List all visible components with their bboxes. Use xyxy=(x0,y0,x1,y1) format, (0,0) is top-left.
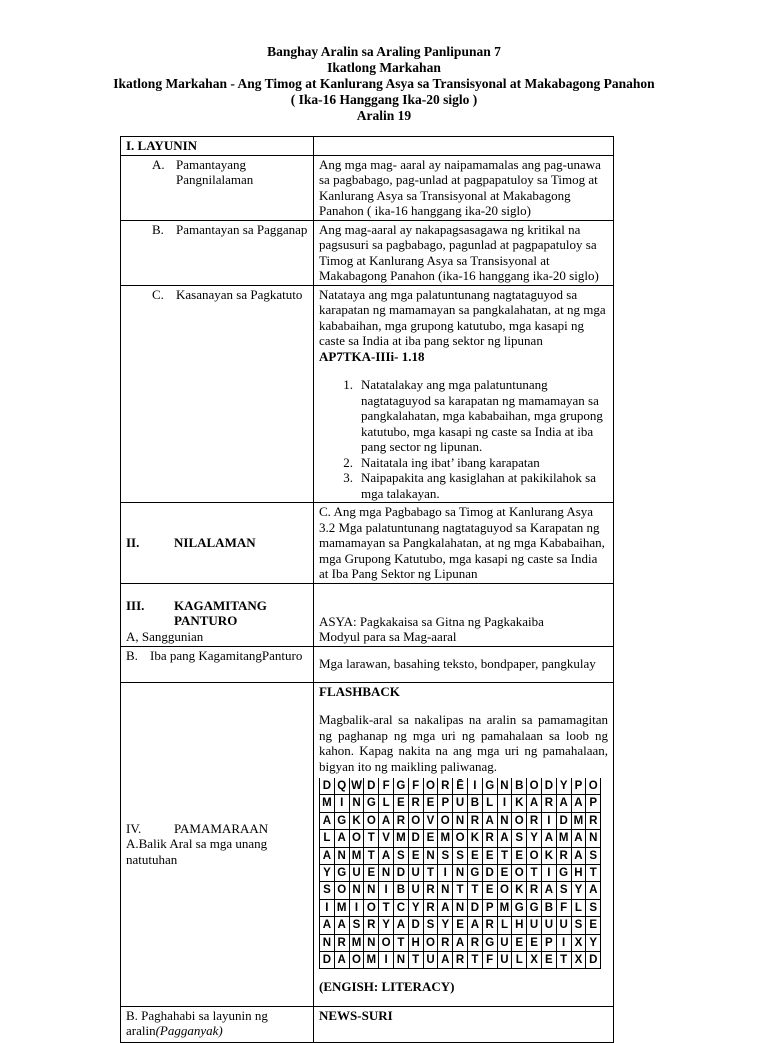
grid-letter: H xyxy=(571,864,586,881)
grid-letter: U xyxy=(453,795,468,812)
grid-letter: A xyxy=(334,917,349,934)
grid-letter: N xyxy=(320,934,335,951)
grid-letter: O xyxy=(364,899,379,916)
grid-letter: K xyxy=(467,830,482,847)
grid-letter: L xyxy=(512,951,527,968)
grid-letter: L xyxy=(379,795,394,812)
grid-letter: M xyxy=(393,830,408,847)
grid-letter: A xyxy=(379,847,394,864)
grid-letter: Y xyxy=(408,899,423,916)
grid-letter: C xyxy=(393,899,408,916)
grid-letter: N xyxy=(349,882,364,899)
grid-letter: E xyxy=(497,864,512,881)
table-row xyxy=(121,155,614,220)
grid-letter: E xyxy=(512,847,527,864)
table-row xyxy=(121,137,614,156)
grid-letter: T xyxy=(364,847,379,864)
grid-letter: D xyxy=(393,864,408,881)
grid-letter: O xyxy=(527,847,542,864)
grid-letter: A xyxy=(571,847,586,864)
grid-letter: S xyxy=(423,917,438,934)
grid-letter: O xyxy=(497,882,512,899)
grid-letter: N xyxy=(364,934,379,951)
grid-letter: X xyxy=(571,934,586,951)
nilalaman-text: C. Ang mga Pagbabago sa Timog at Kanlurang Asya 3.2 Mga palatuntunang nagtataguyod sa Karapatan ng mamamayan sa Pangkalahatan, at ng mga Kababaihan, mga Grupong Katutubo, mga kasapi ng caste sa India at Iba Pang Sektor ng Lipunan xyxy=(314,503,614,584)
grid-letter: A xyxy=(379,812,394,829)
grid-letter: O xyxy=(423,778,438,795)
grid-letter: T xyxy=(408,951,423,968)
grid-letter: A xyxy=(334,830,349,847)
grid-letter: M xyxy=(334,899,349,916)
grid-letter: M xyxy=(364,951,379,968)
grid-letter: D xyxy=(556,812,571,829)
flashback-heading: FLASHBACK xyxy=(319,683,400,699)
grid-letter: R xyxy=(467,934,482,951)
grid-letter: S xyxy=(512,830,527,847)
grid-letter: X xyxy=(571,951,586,968)
grid-letter: G xyxy=(364,795,379,812)
grid-letter: G xyxy=(556,864,571,881)
grid-letter: T xyxy=(423,864,438,881)
grid-letter: R xyxy=(334,934,349,951)
grid-letter: O xyxy=(512,812,527,829)
grid-letter: E xyxy=(423,795,438,812)
grid-row xyxy=(320,847,601,864)
grid-letter: U xyxy=(556,917,571,934)
grid-letter: O xyxy=(453,830,468,847)
kagamitan-label: III. KAGAMITANG PANTURO xyxy=(126,597,267,628)
header-century: ( Ika-16 Hanggang Ika-20 siglo ) xyxy=(290,92,478,107)
table-row xyxy=(121,503,614,584)
grid-letter: O xyxy=(423,934,438,951)
table-row xyxy=(121,646,614,682)
header-lesson: Aralin 19 xyxy=(356,108,412,123)
grid-letter: D xyxy=(482,864,497,881)
grid-letter: A xyxy=(571,795,586,812)
grid-letter: N xyxy=(586,830,601,847)
grid-letter: M xyxy=(320,795,335,812)
grid-letter: R xyxy=(438,778,453,795)
grid-letter: M xyxy=(438,830,453,847)
grid-letter: U xyxy=(408,864,423,881)
grid-letter: A xyxy=(527,795,542,812)
grid-letter: N xyxy=(393,951,408,968)
grid-letter: D xyxy=(320,778,335,795)
table-row xyxy=(121,220,614,285)
paghahabi-label: B. Paghahabi sa layunin ng aralin(Pagganyak) xyxy=(126,1007,268,1039)
grid-letter: I xyxy=(541,864,556,881)
grid-row xyxy=(320,795,601,812)
grid-letter: R xyxy=(364,917,379,934)
grid-letter: S xyxy=(571,917,586,934)
grid-row xyxy=(320,882,601,899)
pamantayang-pangnilalaman-text: Ang mga mag- aaral ay naipamamalas ang pag-unawa sa pagbabago, pag-unlad at pagpapatuloy sa Timog at Kanlurang Asya sa Transisyonal at Makabagong Panahon ( ika-16 hanggang ika-20 siglo) xyxy=(314,155,614,220)
grid-letter: N xyxy=(497,778,512,795)
grid-letter: I xyxy=(556,934,571,951)
grid-letter: T xyxy=(467,951,482,968)
grid-letter: T xyxy=(393,934,408,951)
grid-letter: E xyxy=(586,917,601,934)
grid-letter: A xyxy=(320,847,335,864)
table-row xyxy=(121,1006,614,1042)
grid-letter: U xyxy=(541,917,556,934)
grid-letter: E xyxy=(482,847,497,864)
news-suri-text: NEWS-SURI xyxy=(314,1006,614,1042)
grid-letter: P xyxy=(586,795,601,812)
grid-letter: Y xyxy=(320,864,335,881)
grid-letter: R xyxy=(541,795,556,812)
grid-letter: M xyxy=(556,830,571,847)
grid-letter: A xyxy=(438,899,453,916)
grid-letter: G xyxy=(467,864,482,881)
pamantayang-pangnilalaman-label: A. Pamantayang Pangnilalaman xyxy=(152,156,254,187)
grid-letter: H xyxy=(408,934,423,951)
objective-item: 1. Natatalakay ang mga palatuntunang nagtataguyod sa karapatan ng mamamayan sa pangkalahatan, mga kababaihan, mga grupong katutubo, mga kasapi ng caste sa India at iba pang sector ng lipunan. xyxy=(343,377,603,454)
grid-letter: U xyxy=(423,951,438,968)
grid-letter: T xyxy=(556,951,571,968)
grid-letter: Ē xyxy=(453,778,468,795)
grid-letter: E xyxy=(408,847,423,864)
grid-letter: N xyxy=(364,882,379,899)
grid-letter: R xyxy=(423,882,438,899)
grid-letter: A xyxy=(586,882,601,899)
grid-letter: T xyxy=(527,864,542,881)
grid-letter: U xyxy=(349,864,364,881)
grid-letter: A xyxy=(320,812,335,829)
pamantayan-sa-pagganap-text: Ang mag-aaral ay nakapagsasagawa ng kritikal na pagsusuri sa pagbabago, pagunlad at pagpapatuloy sa Timog at Kanlurang Asya sa Transisyonal at Makabagong Panahon (ika-16 hanggang ika-20 siglo) xyxy=(314,220,614,285)
grid-letter: G xyxy=(482,934,497,951)
sanggunian-text-1: ASYA: Pagkakaisa sa Gitna ng Pagkakaiba xyxy=(319,613,544,629)
grid-letter: S xyxy=(438,847,453,864)
grid-letter: G xyxy=(482,778,497,795)
grid-row xyxy=(320,934,601,951)
grid-letter: R xyxy=(423,899,438,916)
grid-letter: P xyxy=(571,778,586,795)
grid-letter: Y xyxy=(586,934,601,951)
grid-letter: Y xyxy=(556,778,571,795)
grid-letter: S xyxy=(320,882,335,899)
grid-letter: Y xyxy=(438,917,453,934)
grid-letter: I xyxy=(467,778,482,795)
grid-letter: T xyxy=(364,830,379,847)
grid-letter: I xyxy=(349,899,364,916)
grid-letter: U xyxy=(497,951,512,968)
grid-letter: U xyxy=(408,882,423,899)
header-topic: Ikatlong Markahan - Ang Timog at Kanlurang Asya sa Transisyonal at Makabagong Panahon xyxy=(113,76,655,91)
grid-letter: A xyxy=(541,830,556,847)
grid-letter: B xyxy=(512,778,527,795)
grid-letter: O xyxy=(364,812,379,829)
grid-row xyxy=(320,899,601,916)
grid-letter: S xyxy=(556,882,571,899)
grid-letter: D xyxy=(541,778,556,795)
grid-row xyxy=(320,951,601,968)
grid-letter: D xyxy=(320,951,335,968)
grid-letter: Y xyxy=(571,882,586,899)
grid-letter: R xyxy=(527,812,542,829)
grid-letter: L xyxy=(571,899,586,916)
iba-pang-kagamitan-label: B. Iba pang KagamitangPanturo xyxy=(126,647,303,663)
grid-letter: O xyxy=(349,951,364,968)
grid-letter: E xyxy=(453,917,468,934)
grid-letter: L xyxy=(320,830,335,847)
grid-letter: H xyxy=(512,917,527,934)
grid-letter: N xyxy=(438,882,453,899)
grid-letter: S xyxy=(453,847,468,864)
document-header xyxy=(0,44,768,124)
objective-item: 2. Naitatala ing ibat’ ibang karapatan xyxy=(343,454,540,470)
table-row xyxy=(121,583,614,646)
grid-letter: U xyxy=(527,917,542,934)
literacy-note: (ENGISH: LITERACY) xyxy=(319,979,455,995)
grid-letter: R xyxy=(482,917,497,934)
pamamaraan-label: IV. PAMAMARAAN xyxy=(126,820,269,836)
grid-letter: I xyxy=(379,882,394,899)
grid-letter: S xyxy=(349,917,364,934)
word-search-grid xyxy=(319,778,601,969)
grid-letter: B xyxy=(393,882,408,899)
grid-letter: M xyxy=(349,934,364,951)
grid-letter: I xyxy=(320,899,335,916)
grid-row xyxy=(320,830,601,847)
grid-letter: D xyxy=(586,951,601,968)
grid-letter: K xyxy=(541,847,556,864)
grid-letter: N xyxy=(453,864,468,881)
grid-letter: U xyxy=(497,934,512,951)
nilalaman-label: II. NILALAMAN xyxy=(126,535,256,550)
empty-cell xyxy=(314,137,614,156)
grid-letter: R xyxy=(556,847,571,864)
grid-letter: O xyxy=(512,864,527,881)
sanggunian-label: A, Sanggunian xyxy=(126,628,204,644)
grid-letter: O xyxy=(438,812,453,829)
grid-letter: T xyxy=(497,847,512,864)
grid-letter: P xyxy=(482,899,497,916)
grid-letter: O xyxy=(527,778,542,795)
header-title: Banghay Aralin sa Araling Panlipunan 7 xyxy=(267,44,501,59)
grid-row xyxy=(320,812,601,829)
grid-letter: E xyxy=(527,934,542,951)
objective-item: 3. Naipapakita ang kasiglahan at pakikilahok sa mga talakayan. xyxy=(343,470,597,501)
grid-letter: R xyxy=(482,830,497,847)
grid-letter: N xyxy=(453,812,468,829)
grid-letter: R xyxy=(408,795,423,812)
grid-letter: A xyxy=(438,951,453,968)
grid-letter: A xyxy=(320,917,335,934)
grid-row xyxy=(320,917,601,934)
grid-letter: Y xyxy=(379,917,394,934)
grid-letter: R xyxy=(393,812,408,829)
header-quarter: Ikatlong Markahan xyxy=(327,60,441,75)
grid-letter: S xyxy=(586,899,601,916)
grid-letter: T xyxy=(379,899,394,916)
grid-letter: P xyxy=(438,795,453,812)
competency-code: AP7TKA-IIIi- 1.18 xyxy=(319,348,425,364)
grid-letter: O xyxy=(349,830,364,847)
grid-letter: G xyxy=(512,899,527,916)
grid-letter: A xyxy=(467,917,482,934)
grid-letter: Q xyxy=(334,778,349,795)
grid-letter: V xyxy=(379,830,394,847)
grid-letter: L xyxy=(482,795,497,812)
grid-letter: D xyxy=(408,917,423,934)
grid-letter: B xyxy=(541,899,556,916)
kasanayan-text: Natataya ang mga palatuntunang nagtataguyod sa karapatan ng mamamayan sa pangkalahatan, at ng mga kababaihan, mga grupong katutubo, mga kasapi ng caste sa India at iba pang sektor ng lipunan xyxy=(319,286,606,348)
sanggunian-text-2: Modyul para sa Mag-aaral xyxy=(319,629,457,644)
grid-letter: V xyxy=(423,812,438,829)
balik-aral-label: A.Balik Aral sa mga unang natutuhan xyxy=(126,836,268,867)
grid-letter: A xyxy=(571,830,586,847)
grid-letter: A xyxy=(393,917,408,934)
grid-letter: D xyxy=(467,899,482,916)
grid-letter: R xyxy=(453,951,468,968)
grid-letter: Y xyxy=(527,830,542,847)
grid-letter: A xyxy=(453,934,468,951)
grid-letter: M xyxy=(571,812,586,829)
grid-letter: E xyxy=(467,847,482,864)
grid-letter: N xyxy=(453,899,468,916)
grid-letter: S xyxy=(586,847,601,864)
grid-letter: R xyxy=(467,812,482,829)
lesson-plan-table xyxy=(120,136,614,1043)
grid-letter: O xyxy=(334,882,349,899)
grid-letter: A xyxy=(497,830,512,847)
grid-letter: D xyxy=(408,830,423,847)
grid-letter: N xyxy=(334,847,349,864)
grid-letter: O xyxy=(379,934,394,951)
grid-row xyxy=(320,864,601,881)
grid-letter: M xyxy=(497,899,512,916)
grid-letter: M xyxy=(349,847,364,864)
grid-letter: R xyxy=(527,882,542,899)
grid-letter: N xyxy=(497,812,512,829)
grid-letter: E xyxy=(512,934,527,951)
grid-letter: E xyxy=(482,882,497,899)
grid-letter: A xyxy=(334,951,349,968)
grid-letter: N xyxy=(349,795,364,812)
grid-letter: F xyxy=(482,951,497,968)
grid-letter: N xyxy=(423,847,438,864)
grid-letter: N xyxy=(379,864,394,881)
grid-letter: K xyxy=(512,882,527,899)
table-row xyxy=(121,285,614,503)
kasanayan-sa-pagkatuto-label: C. Kasanayan sa Pagkatuto xyxy=(152,286,303,302)
grid-letter: G xyxy=(393,778,408,795)
grid-letter: E xyxy=(393,795,408,812)
grid-letter: T xyxy=(467,882,482,899)
grid-letter: B xyxy=(467,795,482,812)
grid-letter: S xyxy=(393,847,408,864)
grid-letter: O xyxy=(586,778,601,795)
grid-letter: D xyxy=(364,778,379,795)
grid-letter: R xyxy=(586,812,601,829)
grid-letter: G xyxy=(334,864,349,881)
grid-letter: O xyxy=(408,812,423,829)
table-row xyxy=(121,682,614,1006)
grid-letter: X xyxy=(527,951,542,968)
grid-letter: K xyxy=(512,795,527,812)
grid-letter: F xyxy=(408,778,423,795)
grid-letter: I xyxy=(438,864,453,881)
grid-letter: R xyxy=(438,934,453,951)
grid-letter: E xyxy=(364,864,379,881)
grid-letter: E xyxy=(423,830,438,847)
grid-letter: I xyxy=(379,951,394,968)
pamantayan-sa-pagganap-label: B. Pamantayan sa Pagganap xyxy=(152,221,308,237)
grid-letter: L xyxy=(497,917,512,934)
grid-letter: F xyxy=(556,899,571,916)
grid-letter: I xyxy=(497,795,512,812)
iba-pang-kagamitan-text: Mga larawan, basahing teksto, bondpaper, pangkulay xyxy=(314,646,614,682)
grid-letter: T xyxy=(453,882,468,899)
grid-letter: F xyxy=(379,778,394,795)
grid-letter: W xyxy=(349,778,364,795)
grid-letter: E xyxy=(541,951,556,968)
grid-letter: G xyxy=(334,812,349,829)
grid-letter: K xyxy=(349,812,364,829)
grid-letter: T xyxy=(586,864,601,881)
grid-letter: A xyxy=(556,795,571,812)
grid-letter: I xyxy=(334,795,349,812)
grid-letter: A xyxy=(541,882,556,899)
grid-row xyxy=(320,778,601,795)
layunin-title: I. LAYUNIN xyxy=(121,137,314,156)
grid-letter: P xyxy=(541,934,556,951)
grid-letter: G xyxy=(527,899,542,916)
flashback-instructions: Magbalik-aral sa nakalipas na aralin sa pamamagitan ng paghanap ng mga uri ng pamahalaan sa loob ng kahon. Kapag nakita na ang mga uri ng pamahalaan, bigyan ito ng maikling paliwanag. xyxy=(319,712,608,774)
grid-letter: A xyxy=(482,812,497,829)
grid-letter: I xyxy=(541,812,556,829)
